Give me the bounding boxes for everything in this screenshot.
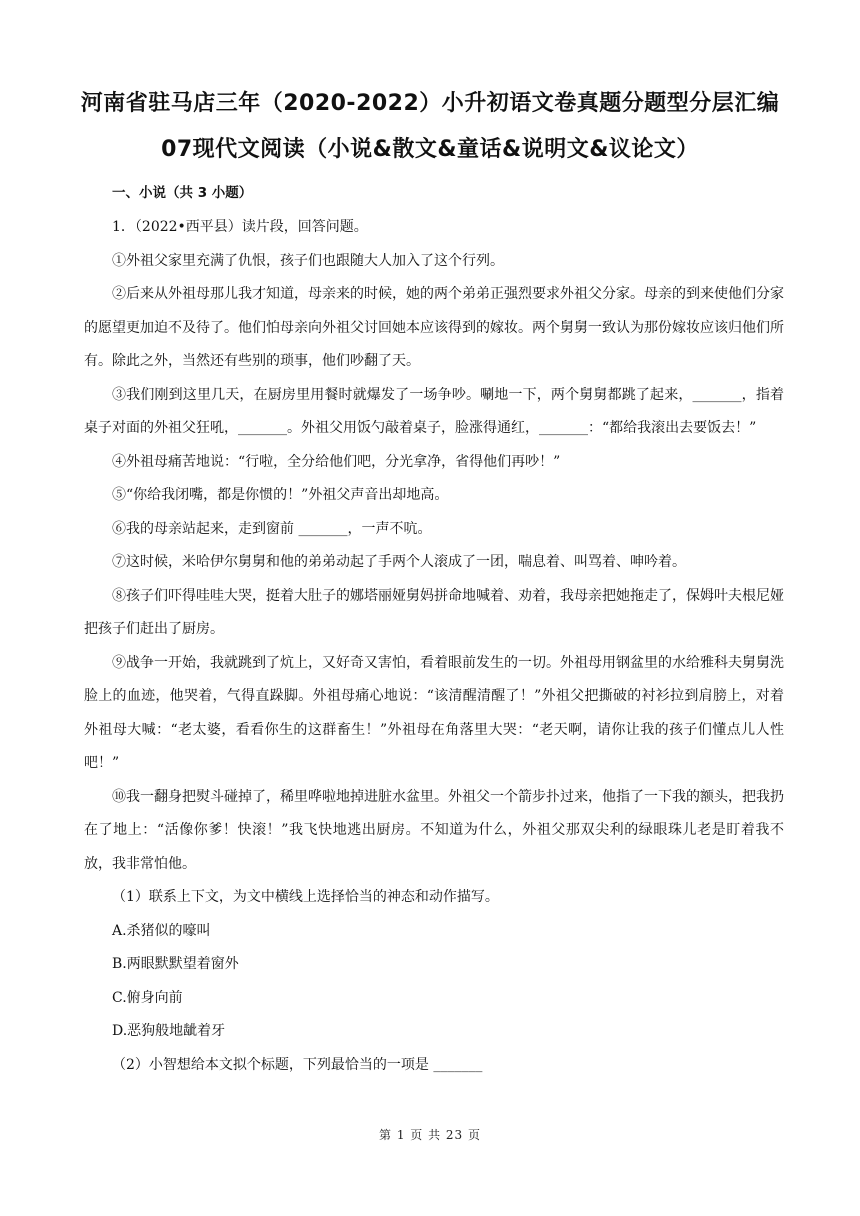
passage-paragraph-2: ②后来从外祖母那儿我才知道，母亲来的时候，她的两个弟弟正强烈要求外祖父分家。母亲的到来使他们分家的愿望更加迫不及待了。他们怕母亲向外祖父讨回她本应该得到的嫁妆。两个舅舅一致认为那份嫁妆应该归他们所有。除此之外，当然还有些别的琐事，他们吵翻了天。 [84, 286, 784, 369]
passage-paragraph-9: ⑨战争一开始，我就跳到了炕上，又好奇又害怕，看着眼前发生的一切。外祖母用钢盆里的水给雅科夫舅舅洗脸上的血迹，他哭着，气得直跺脚。外祖母痛心地说：“该清醒清醒了！”外祖父把撕破的衬衫拉到肩膀上，对着外祖母大喊：“老太婆，看看你生的这群畜生！”外祖母在角落里大哭：“老天啊，请你让我的孩子们懂点儿人性吧！” [84, 654, 784, 771]
sub-question-1: （1）联系上下文，为文中横线上选择恰当的神态和动作描写。 [112, 889, 499, 905]
passage-paragraph-7: ⑦这时候，米哈伊尔舅舅和他的弟弟动起了手两个人滚成了一团，喘息着、叫骂着、呻吟着。 [112, 554, 686, 570]
passage-paragraph-8: ⑧孩子们吓得哇哇大哭，挺着大肚子的娜塔丽娅舅妈拼命地喊着、劝着，我母亲把她拖走了，保姆叶夫根尼娅把孩子们赶出了厨房。 [84, 587, 784, 637]
section-heading: 一、小说（共 3 小题） [112, 185, 253, 201]
sub-question-2: （2）小智想给本文拟个标题，下列最恰当的一项是 _______ [112, 1056, 483, 1073]
page-footer: 第 1 页 共 23 页 [379, 1128, 481, 1142]
passage-paragraph-4: ④外祖母痛苦地说：“行啦，全分给他们吧，分光拿净，省得他们再吵！” [112, 453, 561, 470]
document-title-line-2: 07现代文阅读（小说&散文&童话&说明文&议论文） [161, 137, 699, 162]
option-a: A.杀猪似的嚎叫 [112, 922, 211, 939]
passage-paragraph-6: ⑥我的母亲站起来，走到窗前 _______，一声不吭。 [112, 520, 432, 537]
passage-paragraph-3: ③我们刚到这里几天，在厨房里用餐时就爆发了一场争吵。唰地一下，两个舅舅都跳了起来，_______，指着桌子对面的外祖父狂吼，_______。外祖父用饭勺敲着桌子，脸涨得通红，_______：“都给我滚出去要饭去！” [84, 386, 784, 436]
option-b: B.两眼默默望着窗外 [112, 956, 239, 972]
passage-paragraph-10: ⑩我一翻身把熨斗碰掉了，稀里哗啦地掉进脏水盆里。外祖父一个箭步扑过来，他指了一下我的额头，把我扔在了地上：“活像你爹！快滚！”我飞快地逃出厨房。不知道为什么，外祖父那双尖利的绿眼珠儿老是盯着我不放，我非常怕他。 [84, 788, 784, 872]
passage-paragraph-1: ①外祖父家里充满了仇恨，孩子们也跟随大人加入了这个行列。 [112, 252, 504, 269]
option-d: D.恶狗般地龇着牙 [112, 1023, 226, 1039]
question-intro: 1．（2022•西平县）读片段，回答问题。 [112, 219, 368, 235]
option-c: C.俯身向前 [112, 989, 183, 1006]
document-body [84, 211, 784, 1082]
passage-paragraph-5: ⑤“你给我闭嘴，都是你惯的！”外祖父声音出却地高。 [112, 487, 449, 503]
document-title-line-1: 河南省驻马店三年（2020-2022）小升初语文卷真题分题型分层汇编 [80, 91, 780, 116]
